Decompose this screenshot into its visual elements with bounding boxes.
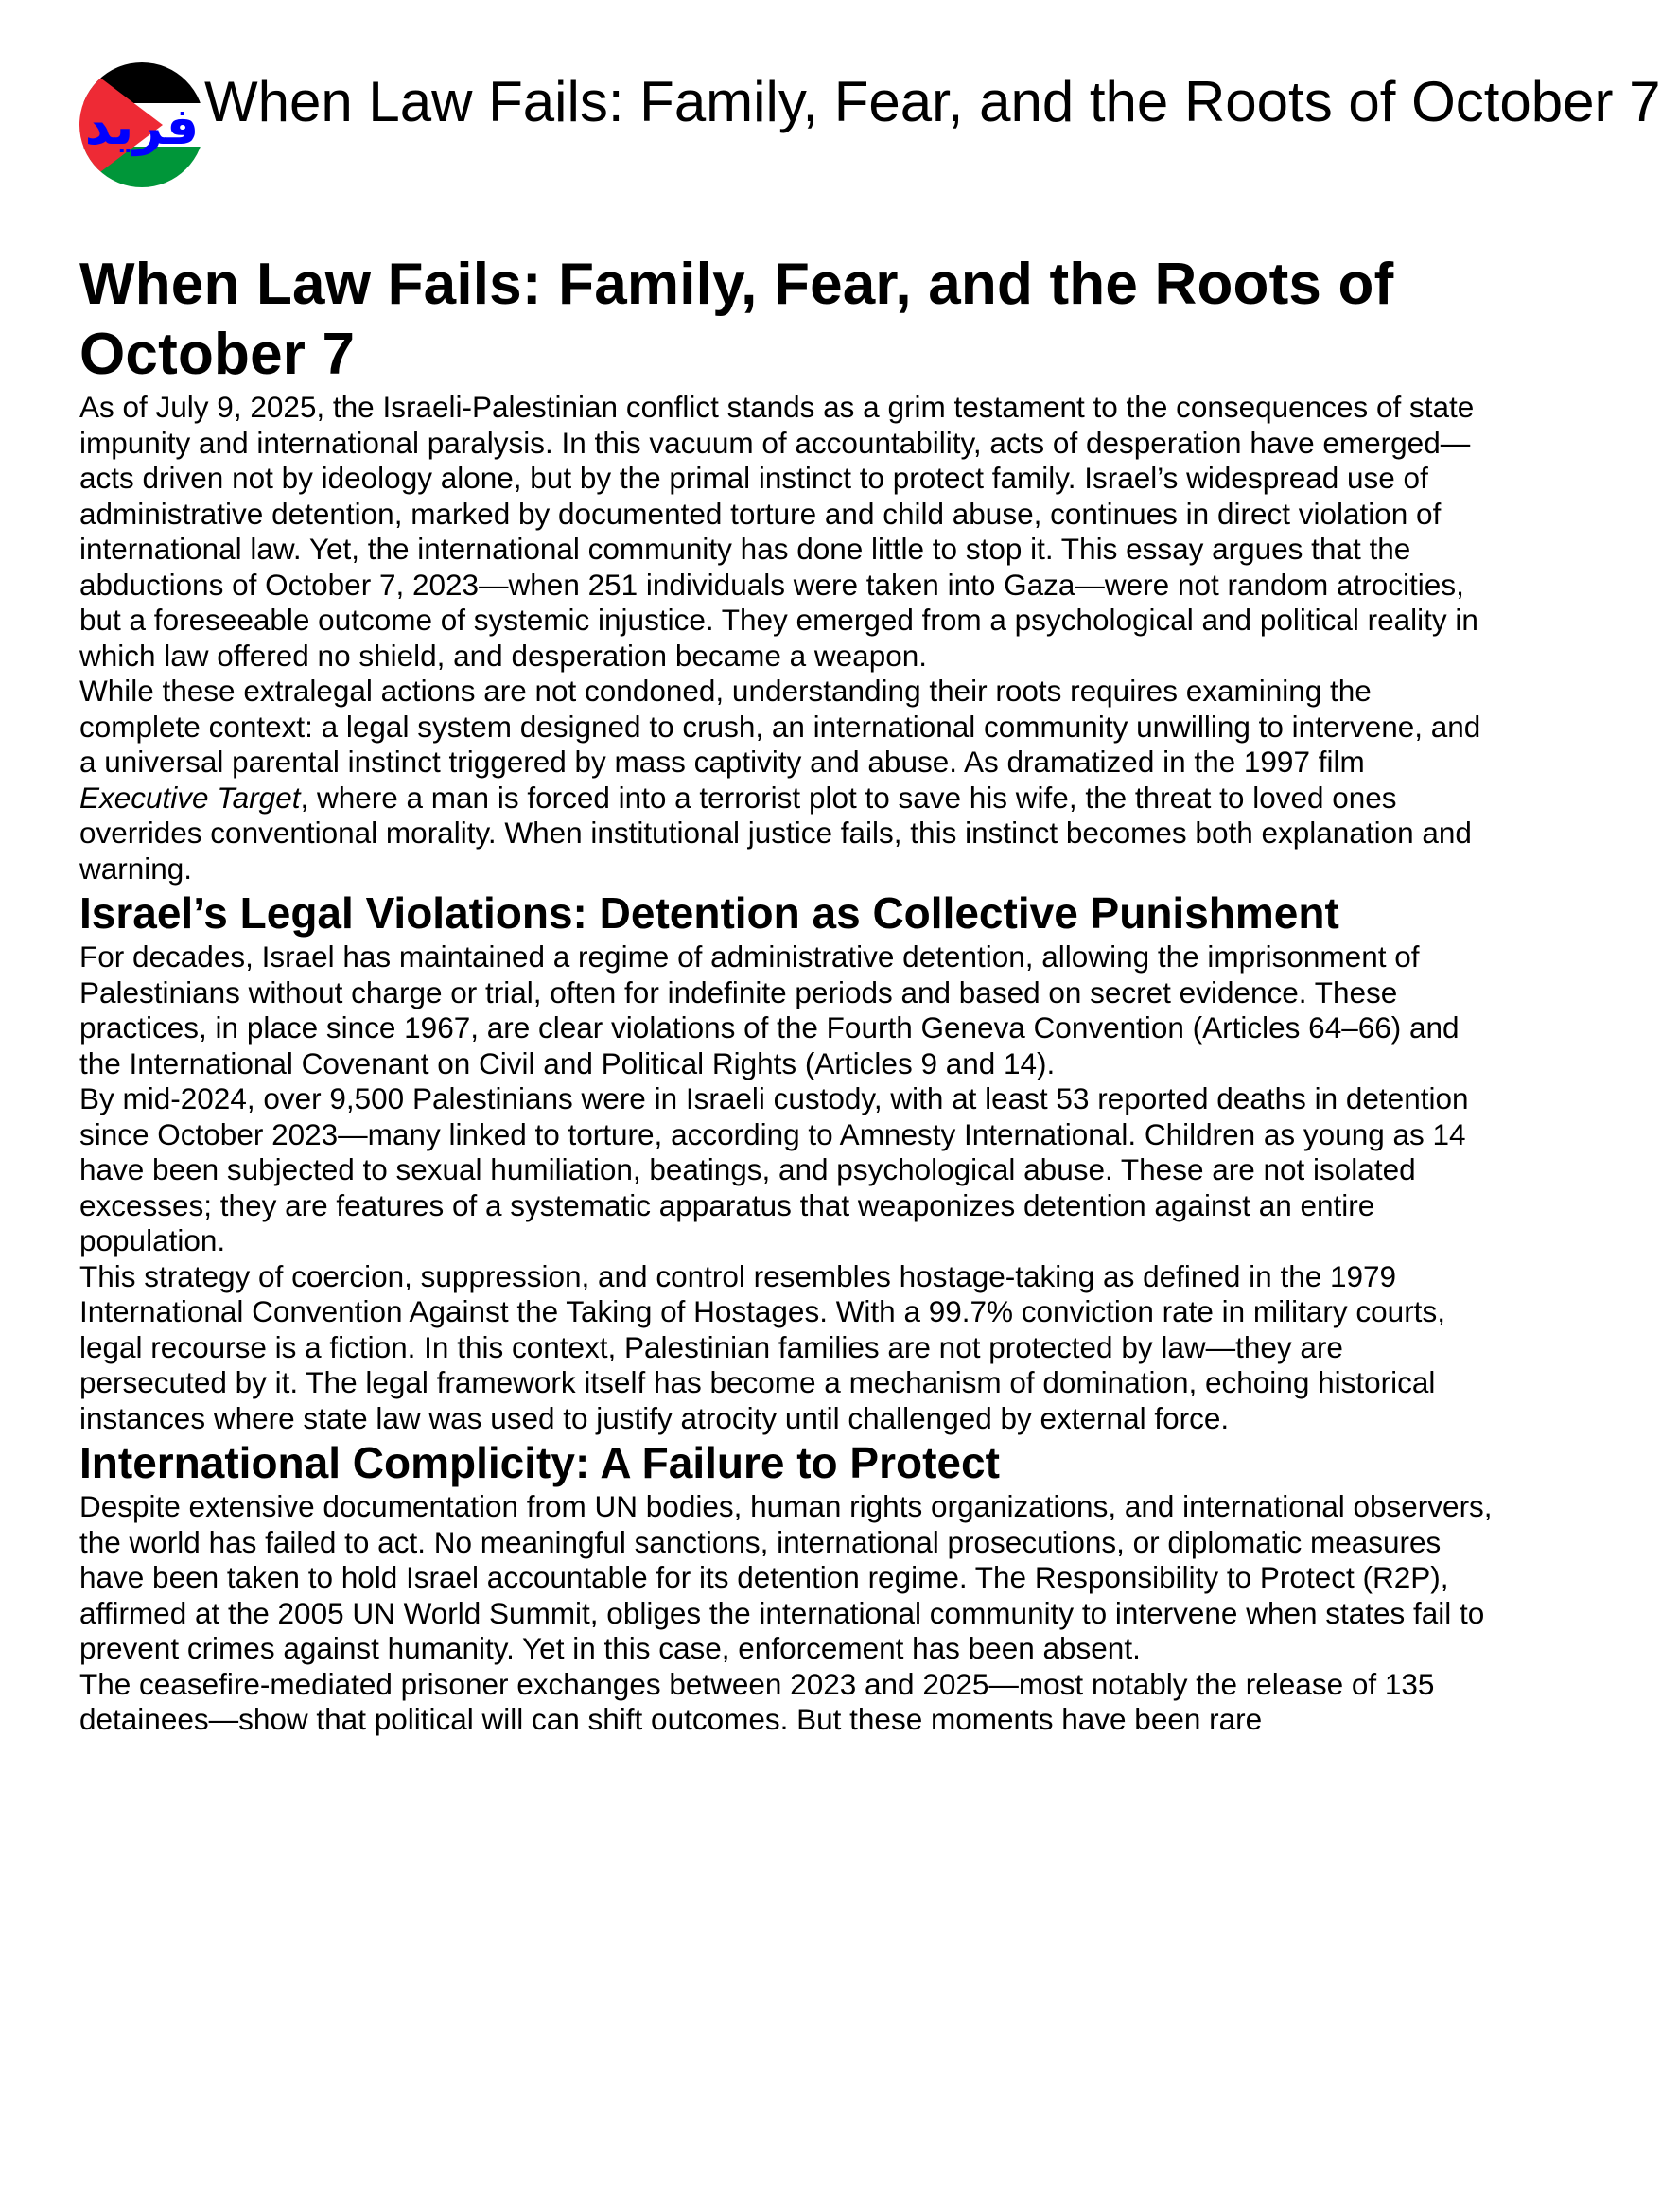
section-paragraph: For decades, Israel has maintained a regime of administrative detention, allowing the imprisonment of Palestinians without charge or trial, often for indefinite periods and based on secret evidence. These practices, in place since 1967, are clear violations of the Fourth Geneva Convention (Articles 64–66) and the International Covenant on Civil and Political Rights (Articles 9 and 14). <box>79 939 1460 1080</box>
section-heading: Israel’s Legal Violations: Detention as Collective Punishment <box>79 888 1339 938</box>
palestine-flag-logo-icon[interactable] <box>78 61 206 189</box>
section-paragraph: This strategy of coercion, suppression, and control resembles hostage-taking as defined in the 1979 International Convention Against the Taking of Hostages. With a 99.7% conviction rate in military courts, legal recourse is a fiction. In this context, Palestinian families are not protected by law—they are persecuted by it. The legal framework itself has become a mechanism of domination, echoing historical instances where state law was used to justify atrocity until challenged by external force. <box>79 1258 1445 1435</box>
section-heading: International Complicity: A Failure to Protect <box>79 1438 1000 1487</box>
intro-paragraph-2 <box>79 674 1498 887</box>
section-paragraph: The ceasefire-mediated prisoner exchanges between 2023 and 2025—most notably the release of 135 detainees—show that political will can shift outcomes. But these moments have been rare <box>79 1666 1435 1736</box>
section-legal-violations <box>79 887 1498 1436</box>
intro-paragraph-2-text-after: , where a man is forced into a terrorist plot to save his wife, the threat to loved ones overrides conventional morality. When institutional justice fails, this instinct becomes both explanation and warning. <box>79 780 1472 886</box>
article <box>79 250 1498 1738</box>
intro-paragraph-2-text-before: While these extralegal actions are not condoned, understanding their roots requires examining the complete context: a legal system designed to crush, an international community unwilling to intervene, and a universal parental instinct triggered by mass captivity and abuse. As dramatized in the 1997 film <box>79 674 1481 779</box>
site-header <box>78 61 1661 193</box>
section-international-complicity <box>79 1436 1498 1738</box>
header-title: When Law Fails: Family, Fear, and the Roots of October 7 <box>204 70 1661 133</box>
article-title: When Law Fails: Family, Fear, and the Roots of October 7 <box>79 252 1394 387</box>
section-paragraph: By mid-2024, over 9,500 Palestinians were in Israeli custody, with at least 53 reported deaths in detention since October 2023—many linked to torture, according to Amnesty International. Children as young as 14 have been subjected to sexual humiliation, beatings, and psychological abuse. These are not isolated excesses; they are features of a systematic apparatus that weaponizes detention against an entire population. <box>79 1081 1469 1257</box>
logo-arabic-text: فريد <box>84 97 200 156</box>
intro-paragraph-1: As of July 9, 2025, the Israeli-Palestinian conflict stands as a grim testament to the consequences of state impunity and international paralysis. In this vacuum of accountability, acts of desperation have emerged—acts driven not by ideology alone, but by the primal instinct to protect family. Israel’s widespread use of administrative detention, marked by documented torture and child abuse, continues in direct violation of international law. Yet, the international community has done little to stop it. This essay argues that the abductions of October 7, 2023—when 251 individuals were taken into Gaza—were not random atrocities, but a foreseeable outcome of systemic injustice. They emerged from a psychological and political reality in which law offered no shield, and desperation became a weapon. <box>79 390 1478 673</box>
section-paragraph: Despite extensive documentation from UN bodies, human rights organizations, and international observers, the world has failed to act. No meaningful sanctions, international prosecutions, or diplomatic measures have been taken to hold Israel accountable for its detention regime. The Responsibility to Protect (R2P), affirmed at the 2005 UN World Summit, obliges the international community to intervene when states fail to prevent crimes against humanity. Yet in this case, enforcement has been absent. <box>79 1489 1493 1665</box>
film-title-italic: Executive Target <box>79 780 301 815</box>
